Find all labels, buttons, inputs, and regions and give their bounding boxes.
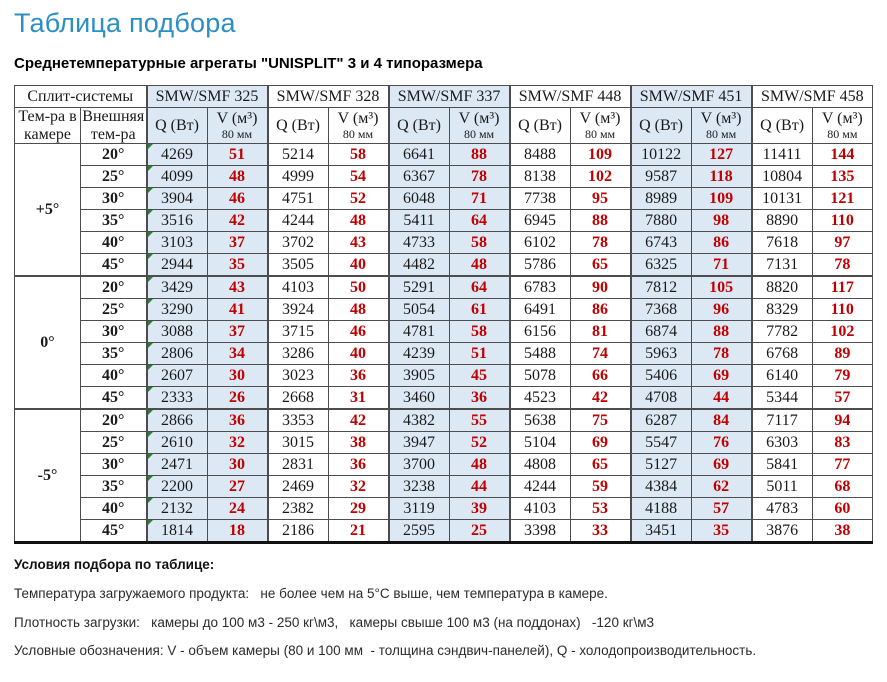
- q-value-cell: 2806: [147, 343, 208, 365]
- q-value-cell: 5344: [752, 387, 813, 410]
- q-value-cell: 3023: [268, 365, 329, 387]
- q-value-cell: 6641: [389, 144, 450, 166]
- data-row: [15, 365, 873, 387]
- v-value-cell: 39: [449, 498, 510, 520]
- note-load-density: Плотность загрузки: камеры до 100 м3 - 250 кг\м3, камеры свыше 100 м3 (на поддонах) -120 кг\м3: [14, 614, 655, 630]
- v-value-cell: 83: [812, 432, 873, 454]
- q-value-cell: 4523: [510, 387, 571, 410]
- q-value-cell: 6325: [631, 254, 692, 277]
- v-value-cell: 57: [691, 498, 752, 520]
- v-value-cell: 69: [570, 432, 631, 454]
- v-value-cell: 51: [207, 144, 268, 166]
- q-value-cell: 2132: [147, 498, 208, 520]
- model-header-0: SMW/SMF 325: [147, 86, 268, 108]
- data-row: [15, 144, 873, 166]
- v-thickness-sublabel: 80 мм: [221, 126, 253, 141]
- q-value-cell: 3015: [268, 432, 329, 454]
- v-value-cell: 66: [570, 365, 631, 387]
- q-value-cell: 2668: [268, 387, 329, 410]
- q-value-cell: 5547: [631, 432, 692, 454]
- q-value-cell: 7131: [752, 254, 813, 277]
- q-value-cell: 4482: [389, 254, 450, 277]
- q-value-cell: 2200: [147, 476, 208, 498]
- q-column-header: Q (Вт): [631, 108, 692, 144]
- v-value-cell: 98: [691, 210, 752, 232]
- q-value-cell: 5406: [631, 365, 692, 387]
- q-value-cell: 3103: [147, 232, 208, 254]
- v-value-cell: 62: [691, 476, 752, 498]
- v-value-cell: 48: [207, 166, 268, 188]
- v-value-cell: 24: [207, 498, 268, 520]
- data-row: [15, 232, 873, 254]
- q-value-cell: 8329: [752, 299, 813, 321]
- v-value-cell: 58: [328, 144, 389, 166]
- q-value-cell: 8820: [752, 276, 813, 299]
- v-value-cell: 71: [691, 254, 752, 277]
- v-value-cell: 37: [207, 232, 268, 254]
- table-caption: Среднетемпературные агрегаты "UNISPLIT" 3 и 4 типоразмера: [14, 55, 483, 72]
- q-value-cell: 4244: [268, 210, 329, 232]
- page-title: Таблица подбора: [14, 8, 236, 38]
- model-header-5: SMW/SMF 458: [752, 86, 873, 108]
- q-value-cell: 7368: [631, 299, 692, 321]
- outside-temp-header: Внешняя тем-ра: [81, 108, 147, 144]
- v-thickness-sublabel: 80 мм: [584, 126, 616, 141]
- q-value-cell: 7618: [752, 232, 813, 254]
- v-value-cell: 86: [570, 299, 631, 321]
- v-value-cell: 74: [570, 343, 631, 365]
- data-row: [15, 299, 873, 321]
- v-value-cell: 65: [570, 454, 631, 476]
- note-product-temperature: Температура загружаемого продукта: не более чем на 5°С выше, чем температура в камере.: [14, 585, 608, 601]
- q-value-cell: 3876: [752, 520, 813, 543]
- outside-temp-cell: 40°: [81, 232, 147, 254]
- v-value-cell: 89: [812, 343, 873, 365]
- q-value-cell: 5638: [510, 409, 571, 432]
- v-value-cell: 57: [812, 387, 873, 410]
- data-row: [15, 454, 873, 476]
- v-value-cell: 26: [207, 387, 268, 410]
- q-value-cell: 6287: [631, 409, 692, 432]
- header-row-units: [15, 108, 873, 144]
- q-value-cell: 3460: [389, 387, 450, 410]
- v-value-cell: 42: [207, 210, 268, 232]
- v-value-cell: 31: [328, 387, 389, 410]
- q-value-cell: 5011: [752, 476, 813, 498]
- q-value-cell: 4382: [389, 409, 450, 432]
- v-column-header: V (м³) 80 мм: [449, 108, 510, 144]
- v-value-cell: 79: [812, 365, 873, 387]
- v-value-cell: 52: [328, 188, 389, 210]
- v-value-cell: 50: [328, 276, 389, 299]
- q-value-cell: 4103: [268, 276, 329, 299]
- v-value-cell: 102: [812, 321, 873, 343]
- data-row: [15, 409, 873, 432]
- v-value-cell: 110: [812, 210, 873, 232]
- q-value-cell: 4783: [752, 498, 813, 520]
- v-value-cell: 55: [449, 409, 510, 432]
- q-value-cell: 5488: [510, 343, 571, 365]
- v-column-header: V (м³) 80 мм: [207, 108, 268, 144]
- q-value-cell: 6874: [631, 321, 692, 343]
- q-value-cell: 6140: [752, 365, 813, 387]
- v-thickness-sublabel: 80 мм: [342, 126, 374, 141]
- q-value-cell: 6491: [510, 299, 571, 321]
- v-value-cell: 37: [207, 321, 268, 343]
- q-value-cell: 3398: [510, 520, 571, 543]
- q-value-cell: 3702: [268, 232, 329, 254]
- selection-table: [14, 85, 873, 544]
- data-row: [15, 166, 873, 188]
- q-value-cell: 5104: [510, 432, 571, 454]
- note-legend: Условные обозначения: V - объем камеры (80 и 100 мм - толщина сэндвич-панелей), Q - холодопроизводительность.: [14, 643, 757, 659]
- v-value-cell: 41: [207, 299, 268, 321]
- v-value-cell: 105: [691, 276, 752, 299]
- v-value-cell: 42: [328, 409, 389, 432]
- selection-notes: [14, 557, 873, 659]
- v-value-cell: 97: [812, 232, 873, 254]
- q-value-cell: 4781: [389, 321, 450, 343]
- corner-header: Сплит-системы: [15, 86, 147, 108]
- q-column-header: Q (Вт): [752, 108, 813, 144]
- q-value-cell: 3451: [631, 520, 692, 543]
- q-value-cell: 2607: [147, 365, 208, 387]
- q-value-cell: 3905: [389, 365, 450, 387]
- q-value-cell: 2831: [268, 454, 329, 476]
- data-row: [15, 432, 873, 454]
- v-value-cell: 34: [207, 343, 268, 365]
- v-value-cell: 65: [570, 254, 631, 277]
- data-row: [15, 254, 873, 277]
- v-value-cell: 127: [691, 144, 752, 166]
- outside-temp-cell: 25°: [81, 432, 147, 454]
- q-value-cell: 4808: [510, 454, 571, 476]
- v-value-cell: 61: [449, 299, 510, 321]
- model-header-3: SMW/SMF 448: [510, 86, 631, 108]
- q-value-cell: 7880: [631, 210, 692, 232]
- v-value-cell: 48: [328, 299, 389, 321]
- q-value-cell: 3290: [147, 299, 208, 321]
- data-row: [15, 476, 873, 498]
- q-value-cell: 8138: [510, 166, 571, 188]
- q-value-cell: 3924: [268, 299, 329, 321]
- v-value-cell: 75: [570, 409, 631, 432]
- v-value-cell: 48: [449, 254, 510, 277]
- v-value-cell: 110: [812, 299, 873, 321]
- outside-temp-cell: 30°: [81, 454, 147, 476]
- v-value-cell: 36: [328, 454, 389, 476]
- q-value-cell: 11411: [752, 144, 813, 166]
- chamber-temp-group-label: +5°: [15, 144, 81, 277]
- v-value-cell: 117: [812, 276, 873, 299]
- outside-temp-cell: 35°: [81, 210, 147, 232]
- v-value-cell: 94: [812, 409, 873, 432]
- v-column-header: V (м³) 80 мм: [812, 108, 873, 144]
- v-value-cell: 135: [812, 166, 873, 188]
- v-value-cell: 46: [328, 321, 389, 343]
- v-value-cell: 53: [570, 498, 631, 520]
- v-value-cell: 76: [691, 432, 752, 454]
- v-value-cell: 25: [449, 520, 510, 543]
- q-value-cell: 2610: [147, 432, 208, 454]
- outside-temp-cell: 20°: [81, 276, 147, 299]
- q-column-header: Q (Вт): [268, 108, 329, 144]
- header-row-models: [15, 86, 873, 108]
- q-value-cell: 6367: [389, 166, 450, 188]
- v-value-cell: 109: [570, 144, 631, 166]
- v-value-cell: 144: [812, 144, 873, 166]
- q-value-cell: 3119: [389, 498, 450, 520]
- q-value-cell: 2469: [268, 476, 329, 498]
- outside-temp-cell: 40°: [81, 365, 147, 387]
- v-value-cell: 54: [328, 166, 389, 188]
- q-value-cell: 2471: [147, 454, 208, 476]
- q-value-cell: 2595: [389, 520, 450, 543]
- v-value-cell: 36: [207, 409, 268, 432]
- q-value-cell: 5841: [752, 454, 813, 476]
- data-row: [15, 498, 873, 520]
- q-value-cell: 4999: [268, 166, 329, 188]
- q-value-cell: 10131: [752, 188, 813, 210]
- outside-temp-cell: 30°: [81, 188, 147, 210]
- q-value-cell: 5214: [268, 144, 329, 166]
- v-value-cell: 90: [570, 276, 631, 299]
- q-value-cell: 3904: [147, 188, 208, 210]
- outside-temp-cell: 25°: [81, 299, 147, 321]
- v-value-cell: 68: [812, 476, 873, 498]
- q-value-cell: 6048: [389, 188, 450, 210]
- v-value-cell: 44: [691, 387, 752, 410]
- data-row: [15, 387, 873, 410]
- v-value-cell: 78: [691, 343, 752, 365]
- q-value-cell: 5078: [510, 365, 571, 387]
- q-value-cell: 6102: [510, 232, 571, 254]
- outside-temp-cell: 45°: [81, 387, 147, 410]
- v-thickness-sublabel: 80 мм: [705, 126, 737, 141]
- q-value-cell: 4384: [631, 476, 692, 498]
- v-value-cell: 52: [449, 432, 510, 454]
- q-value-cell: 3505: [268, 254, 329, 277]
- q-value-cell: 5291: [389, 276, 450, 299]
- v-value-cell: 18: [207, 520, 268, 543]
- v-column-header: V (м³) 80 мм: [691, 108, 752, 144]
- q-value-cell: 8488: [510, 144, 571, 166]
- v-value-cell: 69: [691, 454, 752, 476]
- v-value-cell: 58: [449, 232, 510, 254]
- v-value-cell: 32: [207, 432, 268, 454]
- v-value-cell: 78: [449, 166, 510, 188]
- q-value-cell: 7738: [510, 188, 571, 210]
- v-column-header: V (м³) 80 мм: [328, 108, 389, 144]
- q-column-header: Q (Вт): [389, 108, 450, 144]
- v-value-cell: 59: [570, 476, 631, 498]
- q-value-cell: 4244: [510, 476, 571, 498]
- outside-temp-cell: 35°: [81, 476, 147, 498]
- q-value-cell: 5054: [389, 299, 450, 321]
- q-value-cell: 6768: [752, 343, 813, 365]
- q-value-cell: 3088: [147, 321, 208, 343]
- notes-heading: Условия подбора по таблице:: [14, 557, 215, 573]
- q-value-cell: 6743: [631, 232, 692, 254]
- outside-temp-cell: 30°: [81, 321, 147, 343]
- v-thickness-sublabel: 80 мм: [827, 126, 858, 141]
- chamber-temp-group-label: -5°: [15, 409, 81, 543]
- v-value-cell: 118: [691, 166, 752, 188]
- q-value-cell: 6945: [510, 210, 571, 232]
- v-value-cell: 78: [570, 232, 631, 254]
- v-value-cell: 84: [691, 409, 752, 432]
- v-value-cell: 51: [449, 343, 510, 365]
- q-value-cell: 5411: [389, 210, 450, 232]
- q-value-cell: 4269: [147, 144, 208, 166]
- model-header-4: SMW/SMF 451: [631, 86, 752, 108]
- q-value-cell: 3947: [389, 432, 450, 454]
- q-value-cell: 4103: [510, 498, 571, 520]
- q-value-cell: 7812: [631, 276, 692, 299]
- q-value-cell: 7117: [752, 409, 813, 432]
- q-value-cell: 7782: [752, 321, 813, 343]
- v-value-cell: 32: [328, 476, 389, 498]
- outside-temp-cell: 45°: [81, 520, 147, 543]
- v-value-cell: 44: [449, 476, 510, 498]
- q-value-cell: 8989: [631, 188, 692, 210]
- v-value-cell: 35: [207, 254, 268, 277]
- q-value-cell: 4708: [631, 387, 692, 410]
- q-value-cell: 3516: [147, 210, 208, 232]
- q-value-cell: 5786: [510, 254, 571, 277]
- v-value-cell: 46: [207, 188, 268, 210]
- v-value-cell: 96: [691, 299, 752, 321]
- q-value-cell: 4099: [147, 166, 208, 188]
- v-value-cell: 33: [570, 520, 631, 543]
- v-value-cell: 35: [691, 520, 752, 543]
- data-row: [15, 188, 873, 210]
- v-value-cell: 40: [328, 343, 389, 365]
- chamber-temp-header: Тем-ра в камере: [15, 108, 81, 144]
- v-thickness-sublabel: 80 мм: [463, 126, 495, 141]
- q-value-cell: 8890: [752, 210, 813, 232]
- outside-temp-cell: 20°: [81, 409, 147, 432]
- q-value-cell: 3700: [389, 454, 450, 476]
- q-value-cell: 3715: [268, 321, 329, 343]
- q-value-cell: 6783: [510, 276, 571, 299]
- model-header-2: SMW/SMF 337: [389, 86, 510, 108]
- q-value-cell: 10804: [752, 166, 813, 188]
- v-value-cell: 43: [207, 276, 268, 299]
- q-value-cell: 4733: [389, 232, 450, 254]
- q-value-cell: 2186: [268, 520, 329, 543]
- q-value-cell: 6303: [752, 432, 813, 454]
- q-value-cell: 3429: [147, 276, 208, 299]
- model-header-1: SMW/SMF 328: [268, 86, 389, 108]
- v-value-cell: 21: [328, 520, 389, 543]
- v-value-cell: 64: [449, 276, 510, 299]
- v-value-cell: 88: [449, 144, 510, 166]
- v-value-cell: 45: [449, 365, 510, 387]
- v-value-cell: 40: [328, 254, 389, 277]
- v-value-cell: 102: [570, 166, 631, 188]
- q-value-cell: 6156: [510, 321, 571, 343]
- q-value-cell: 3353: [268, 409, 329, 432]
- v-value-cell: 77: [812, 454, 873, 476]
- chamber-temp-group-label: 0°: [15, 276, 81, 409]
- data-row: [15, 321, 873, 343]
- q-value-cell: 5963: [631, 343, 692, 365]
- data-row: [15, 210, 873, 232]
- v-value-cell: 60: [812, 498, 873, 520]
- v-value-cell: 27: [207, 476, 268, 498]
- v-value-cell: 71: [449, 188, 510, 210]
- v-value-cell: 58: [449, 321, 510, 343]
- q-value-cell: 1814: [147, 520, 208, 543]
- v-value-cell: 38: [812, 520, 873, 543]
- v-value-cell: 30: [207, 454, 268, 476]
- v-value-cell: 29: [328, 498, 389, 520]
- v-value-cell: 43: [328, 232, 389, 254]
- q-value-cell: 10122: [631, 144, 692, 166]
- q-value-cell: 4751: [268, 188, 329, 210]
- q-value-cell: 4239: [389, 343, 450, 365]
- q-value-cell: 9587: [631, 166, 692, 188]
- v-value-cell: 30: [207, 365, 268, 387]
- v-value-cell: 36: [449, 387, 510, 410]
- data-row: [15, 520, 873, 543]
- outside-temp-cell: 40°: [81, 498, 147, 520]
- v-value-cell: 42: [570, 387, 631, 410]
- v-value-cell: 78: [812, 254, 873, 277]
- v-value-cell: 121: [812, 188, 873, 210]
- outside-temp-cell: 35°: [81, 343, 147, 365]
- v-column-header: V (м³) 80 мм: [570, 108, 631, 144]
- v-value-cell: 64: [449, 210, 510, 232]
- data-row: [15, 276, 873, 299]
- v-value-cell: 48: [328, 210, 389, 232]
- q-value-cell: 4188: [631, 498, 692, 520]
- v-value-cell: 88: [691, 321, 752, 343]
- q-value-cell: 3286: [268, 343, 329, 365]
- q-value-cell: 3238: [389, 476, 450, 498]
- data-row: [15, 343, 873, 365]
- q-value-cell: 5127: [631, 454, 692, 476]
- q-column-header: Q (Вт): [510, 108, 571, 144]
- q-column-header: Q (Вт): [147, 108, 208, 144]
- q-value-cell: 2382: [268, 498, 329, 520]
- v-value-cell: 95: [570, 188, 631, 210]
- v-value-cell: 48: [449, 454, 510, 476]
- v-value-cell: 36: [328, 365, 389, 387]
- v-value-cell: 109: [691, 188, 752, 210]
- q-value-cell: 2866: [147, 409, 208, 432]
- q-value-cell: 2944: [147, 254, 208, 277]
- v-value-cell: 86: [691, 232, 752, 254]
- v-value-cell: 81: [570, 321, 631, 343]
- v-value-cell: 88: [570, 210, 631, 232]
- outside-temp-cell: 20°: [81, 144, 147, 166]
- outside-temp-cell: 25°: [81, 166, 147, 188]
- q-value-cell: 2333: [147, 387, 208, 410]
- v-value-cell: 69: [691, 365, 752, 387]
- outside-temp-cell: 45°: [81, 254, 147, 277]
- v-value-cell: 38: [328, 432, 389, 454]
